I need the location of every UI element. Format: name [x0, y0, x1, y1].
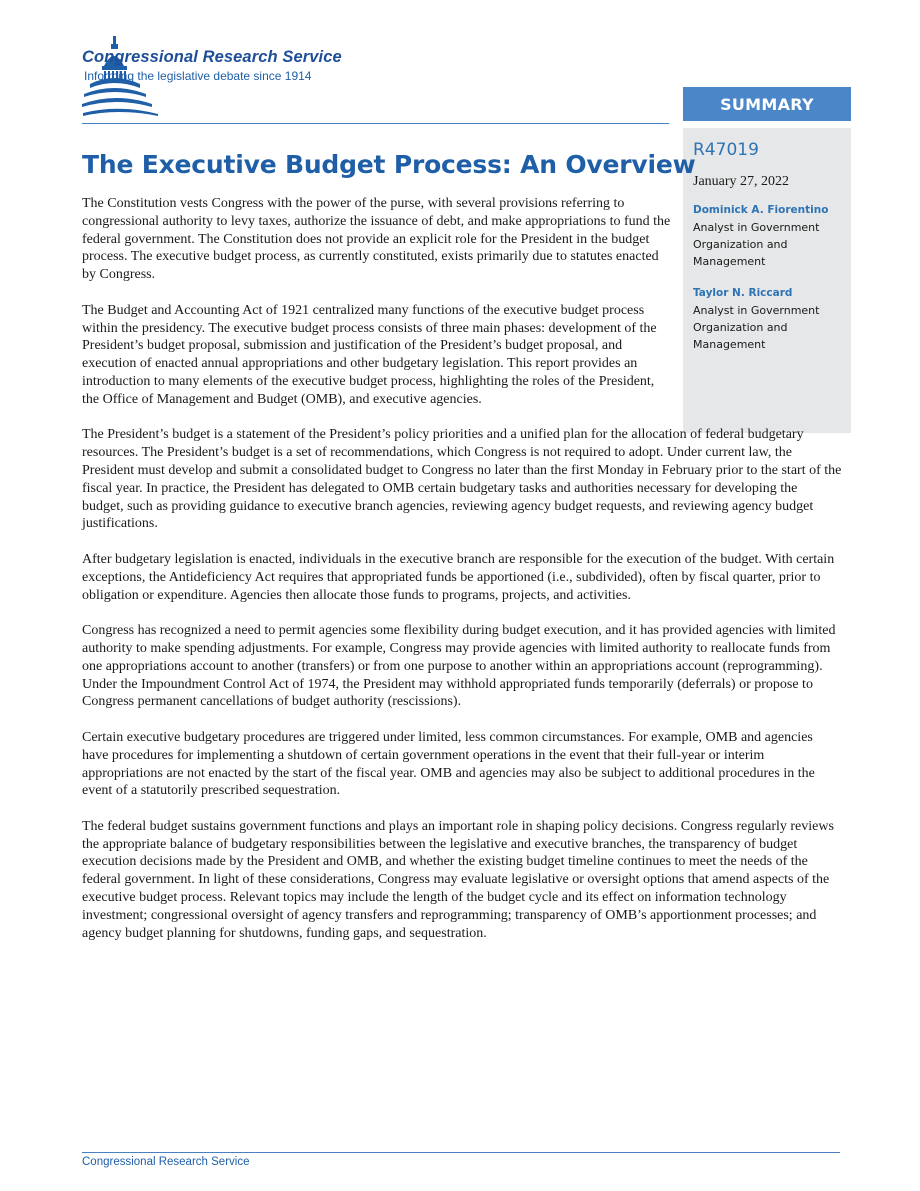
summary-heading: SUMMARY	[683, 87, 851, 121]
org-name: Congressional Research Service	[82, 48, 342, 66]
paragraph: The Constitution vests Congress with the power of the purse, with several provisions referring to congressional authority to levy taxes, authorize the issuance of debt, and make appropriations to fund the federal government. The Constitution does not provide an explicit role for the President in the budget process. The executive budget process, as currently constituted, exists primarily due to statutes enacted by Congress.	[82, 196, 671, 283]
author-name[interactable]: Taylor N. Riccard	[693, 287, 793, 299]
org-tagline: Informing the legislative debate since 1914	[84, 69, 312, 83]
footer-divider	[82, 1152, 840, 1153]
paragraph: After budgetary legislation is enacted, individuals in the executive branch are responsible for the execution of the budget. With certain exceptions, the Antideficiency Act requires that appropriated funds be apportioned (i.e., subdivided), often by fiscal quarter, prior to obligation or expenditure. Agencies then allocate those funds to programs, projects, and activities.	[82, 551, 835, 603]
report-date: January 27, 2022	[693, 174, 790, 189]
footer-text: Congressional Research Service	[82, 1156, 250, 1168]
author-title: Analyst in Government Organization and Management	[693, 304, 820, 351]
paragraph: Congress has recognized a need to permit agencies some flexibility during budget execution, and it has provided agencies with limited authority to make spending adjustments. For example, Congress may provide agencies with limited authority to reallocate funds from one appropriations account to another (transfers) or from one purpose to another within an appropriations account (reprogramming). Under the Impoundment Control Act of 1974, the President may withhold appropriated funds temporarily (deferrals) or propose to Congress permanent cancellations of budget authority (rescissions).	[82, 623, 836, 710]
report-title: The Executive Budget Process: An Overview	[82, 150, 696, 179]
author-title: Analyst in Government Organization and Management	[693, 221, 820, 268]
paragraph: The President’s budget is a statement of the President’s policy priorities and a unified plan for the allocation of federal budgetary resources. The President’s budget is a set of recommendations, which Congress is not required to adopt. Under current law, the President must develop and submit a consolidated budget to Congress no later than the first Monday in February prior to the start of the fiscal year. In practice, the President has delegated to OMB certain budgetary tasks and authorities necessary for developing the budget, such as providing guidance to executive branch agencies, reviewing agency budget requests, and reviewing agency budget justifications.	[82, 427, 842, 532]
paragraph: The federal budget sustains government functions and plays an important role in shaping policy decisions. Congress regularly reviews the appropriate balance of budgetary responsibilities between the legislative and executive branches, the transparency of budget execution decisions made by the President and OMB, and whether the existing budget timeline continues to meet the needs of the federal government. In light of these considerations, Congress may evaluate legislative or oversight options that amend aspects of the executive budget process. Relevant topics may include the length of the budget cycle and its effect on information technology investment; congressional oversight of agency transfers and reprogramming; transparency of OMB’s apportionment processes; and agency budget planning for shutdowns, funding gaps, and sequestration.	[82, 818, 834, 941]
paragraph: The Budget and Accounting Act of 1921 centralized many functions of the executive budget process within the presidency. The executive budget process consists of three main phases: development of the President’s budget proposal, submission and justification of the President’s budget proposal, and execution of enacted annual appropriations and other budgetary legislation. This report provides an introduction to many elements of the executive budget process, highlighting the roles of the President, the Office of Management and Budget (OMB), and executive agencies.	[82, 302, 657, 407]
header-divider	[82, 123, 669, 124]
paragraph: Certain executive budgetary procedures are triggered under limited, less common circumstances. For example, OMB and agencies have procedures for implementing a shutdown of certain government operations in the event that their full-year or interim appropriations are not enacted by the start of the fiscal year. OMB and agencies may also be subject to additional procedures in the event of a statutorily prescribed sequestration.	[82, 729, 815, 799]
author-name[interactable]: Dominick A. Fiorentino	[693, 204, 829, 216]
report-number: R47019	[693, 140, 759, 160]
summary-body	[82, 195, 842, 960]
